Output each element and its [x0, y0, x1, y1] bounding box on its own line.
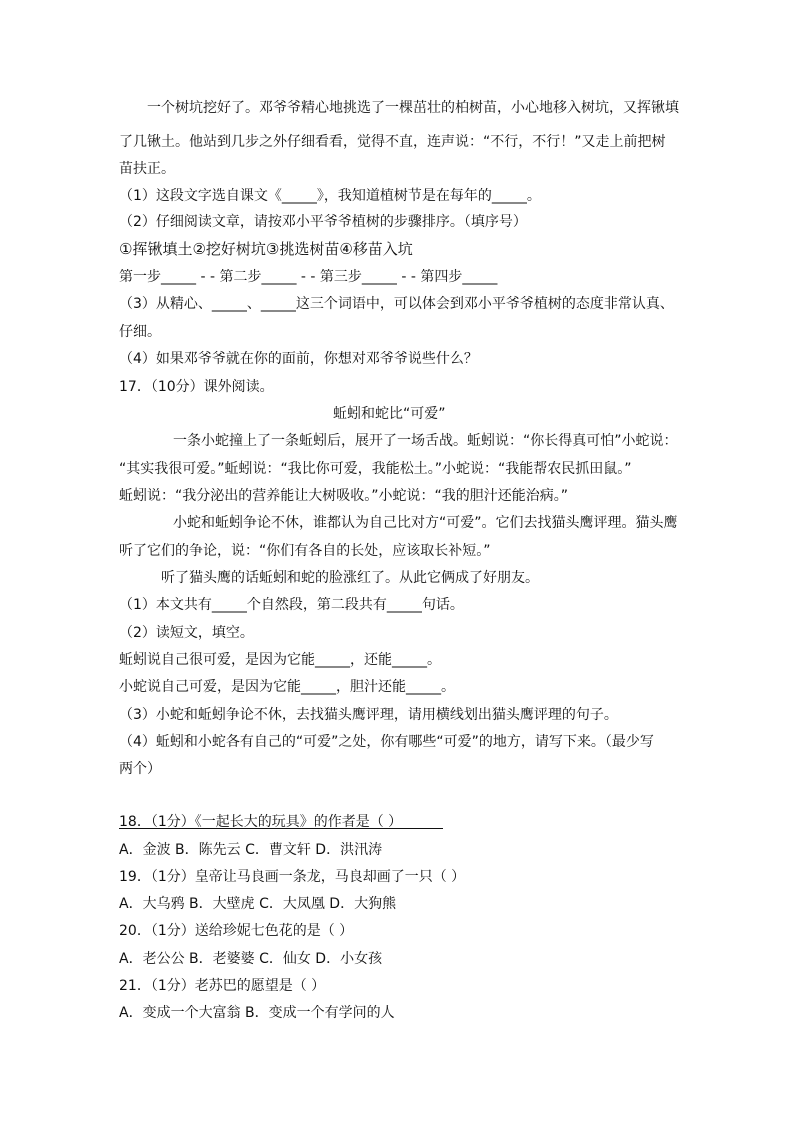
q17-header: 17．（10分）课外阅读。: [119, 379, 274, 395]
q19-options: A．大乌鸦 B．大壁虎 C．大凤凰 D．大狗熊: [119, 896, 397, 912]
q16-part2-steps: 第一步_____ - - 第二步_____ - - 第三步_____ - - 第四步_____: [119, 269, 498, 285]
q17-part4-line-1: （4）蚯蚓和小蛇各有自己的“可爱”之处，你有哪些“可爱”的地方，请写下来。（最少写: [119, 734, 654, 750]
q21-options: A．变成一个大富翁 B．变成一个有学问的人: [119, 1005, 395, 1021]
q17-part3: （3）小蛇和蚯蚓争论不休，去找猫头鹰评理，请用横线划出猫头鹰评理的句子。: [119, 707, 618, 723]
q16-part3-line-1: （3）从精心、_____、_____这三个词语中，可以体会到邓小平爷爷植树的态度非常认真、: [119, 296, 674, 312]
q16-part4: （4）如果邓爷爷就在你的面前，你想对邓爷爷说些什么？: [119, 351, 478, 367]
q16-part2: （2）仔细阅读文章，请按邓小平爷爷植树的步骤排序。（填序号）: [119, 214, 527, 230]
passage-17-para2-line-1: 小蛇和蚯蚓争论不休，谁都认为自己比对方“可爱”。它们去找猫头鹰评理。猫头鹰: [173, 515, 678, 531]
q19-stem: 19．（1分）皇帝让马良画一条龙，马良却画了一只（ ）: [119, 869, 466, 885]
q20-options: A．老公公 B．老婆婆 C．仙女 D．小女孩: [119, 951, 383, 967]
passage-16-line-1: 一个树坑挖好了。邓爷爷精心地挑选了一棵茁壮的柏树苗，小心地移入树坑，又挥锹填: [147, 100, 679, 116]
q17-part1: （1）本文共有_____个自然段，第二段共有_____句话。: [119, 597, 464, 613]
q18-stem: 18．（1分）《一起长大的玩具》的作者是（ ）: [119, 814, 403, 830]
passage-17-para1-line-3: 蚯蚓说：“我分泌出的营养能让大树吸收。”小蛇说：“我的胆汁还能治病。”: [119, 488, 569, 504]
passage-17-para3: 听了猫头鹰的话蚯蚓和蛇的脸涨红了。从此它俩成了好朋友。: [161, 570, 539, 586]
passage-17-para1-line-2: “其实我很可爱。”蚯蚓说：“我比你可爱，我能松土。”小蛇说：“我能帮农民抓田鼠。”: [119, 461, 632, 477]
passage-17-title: 蚯蚓和蛇比“可爱”: [333, 406, 446, 422]
passage-16-line-2: 了几锹土。他站到几步之外仔细看看，觉得不直，连声说：“不行，不行！”又走上前把树: [119, 134, 666, 150]
passage-17-para2-line-2: 听了它们的争论，说：“你们有各自的长处，应该取长补短。”: [119, 543, 491, 559]
q17-part2: （2）读短文，填空。: [119, 625, 254, 641]
q17-part4-line-2: 两个）: [119, 761, 161, 777]
q20-stem: 20．（1分）送给珍妮七色花的是（ ）: [119, 923, 354, 939]
passage-17-para1-line-1: 一条小蛇撞上了一条蚯蚓后，展开了一场舌战。蚯蚓说：“你长得真可怕”小蛇说：: [173, 433, 678, 449]
q21-stem: 21．（1分）老苏巴的愿望是（ ）: [119, 978, 326, 994]
q16-part2-choices: ①挥锹填土②挖好树坑③挑选树苗④移苗入坑: [119, 240, 413, 258]
q16-part1: （1）这段文字选自课文《_____》，我知道植树节是在每年的_____。: [119, 188, 541, 204]
q16-part3-line-2: 仔细。: [119, 324, 161, 340]
q17-part2-b: 小蛇说自己可爱，是因为它能_____，胆汁还能_____。: [119, 679, 455, 695]
q18-options: A．金波 B．陈先云 C．曹文轩 D．洪汛涛: [119, 842, 383, 858]
q17-part2-a: 蚯蚓说自己很可爱，是因为它能_____，还能_____。: [119, 652, 441, 668]
passage-16-line-3: 苗扶正。: [119, 161, 175, 177]
